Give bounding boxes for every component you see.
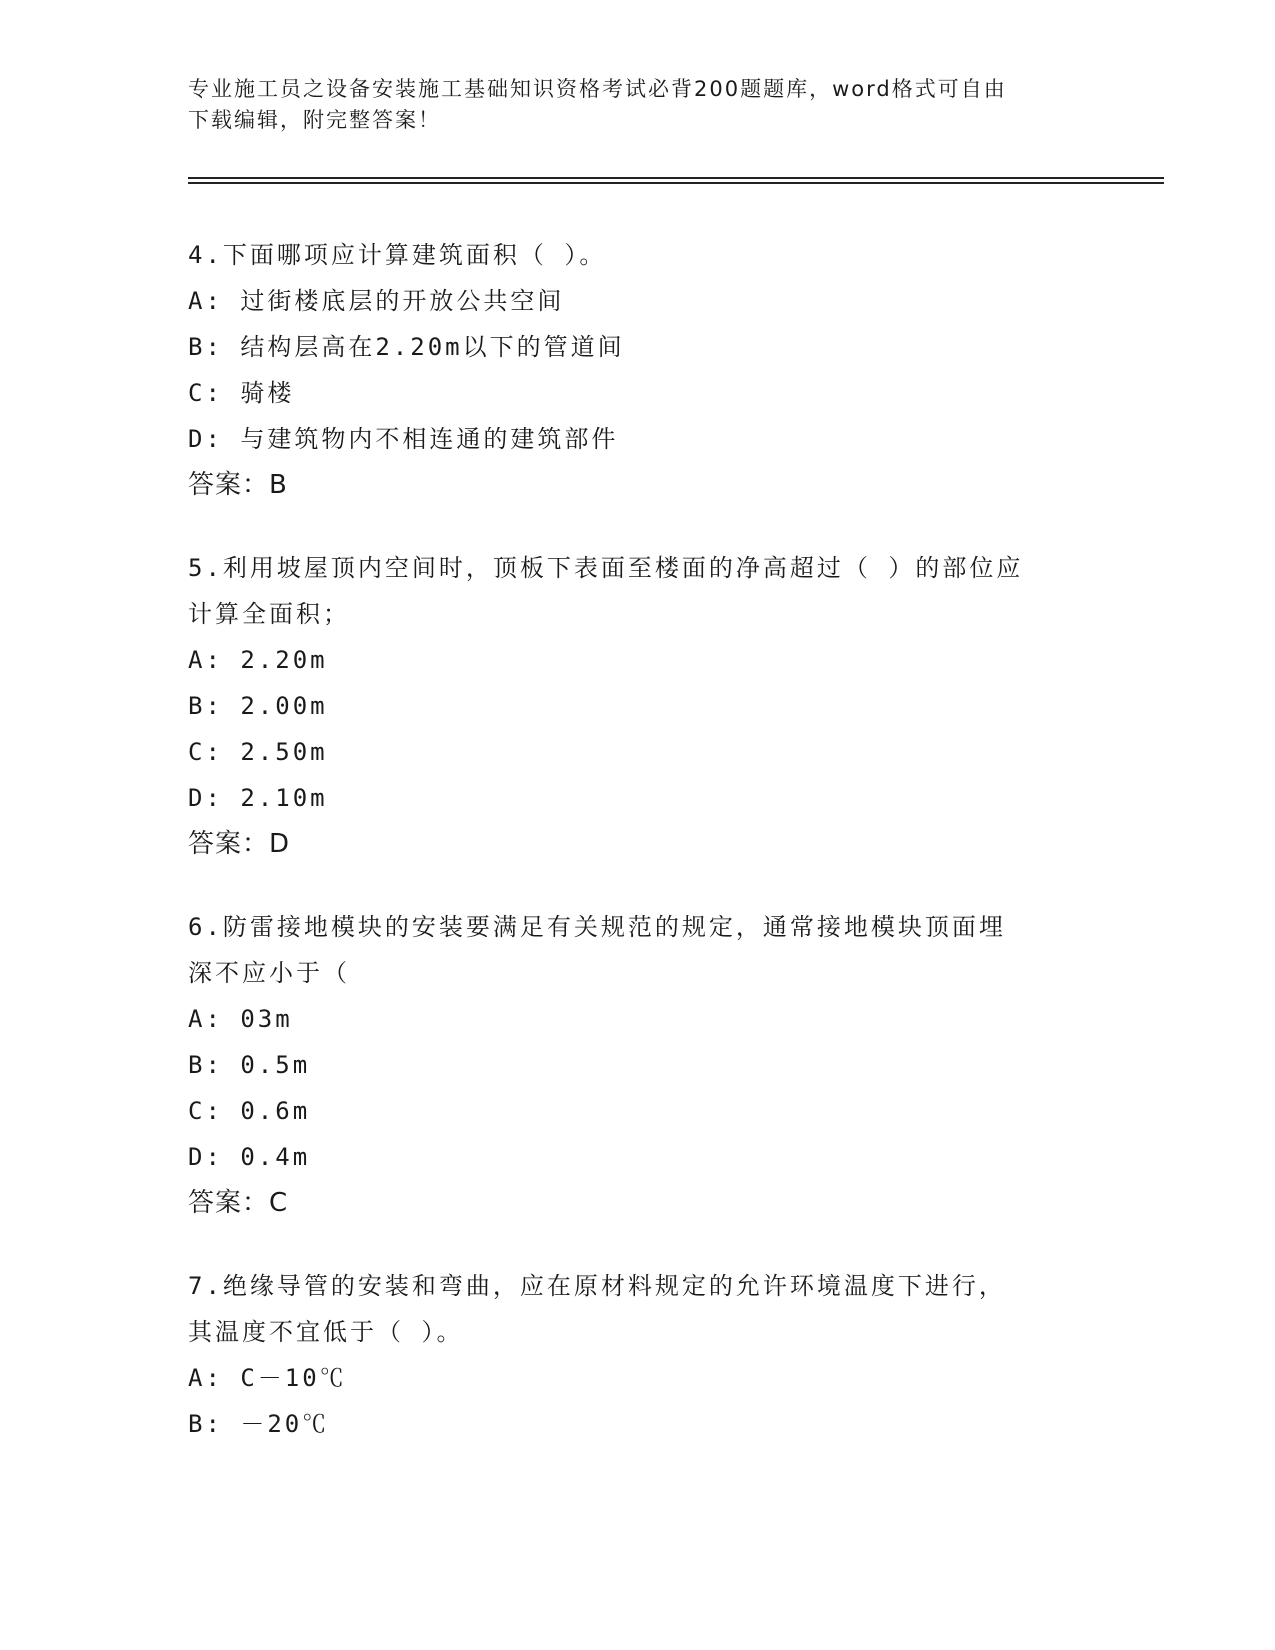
question-stem: 4.下面哪项应计算建筑面积（ ）。 (188, 241, 607, 269)
question-stem-line-2: 深不应小于（ (188, 959, 350, 987)
option-b: B: 0.5m (188, 1051, 311, 1079)
option-d: D: 与建筑物内不相连通的建筑部件 (188, 425, 619, 453)
header-line-1: 专业施工员之设备安装施工基础知识资格考试必背200题题库，word格式可自由 (188, 77, 1007, 101)
question-5 (188, 545, 1088, 867)
question-stem-line-2: 其温度不宜低于（ ）。 (188, 1318, 464, 1346)
answer: 答案：C (188, 1188, 289, 1218)
option-b: B: 2.00m (188, 692, 328, 720)
question-6 (188, 904, 1088, 1226)
answer: 答案：D (188, 829, 291, 859)
option-b: B: －20℃ (188, 1410, 330, 1438)
question-list (188, 232, 1088, 1484)
option-c: C: 0.6m (188, 1097, 311, 1125)
option-a: A: 03m (188, 1005, 293, 1033)
header-rule-bottom (188, 182, 1164, 184)
question-stem-line-1: 6.防雷接地模块的安装要满足有关规范的规定，通常接地模块顶面埋 (188, 913, 1006, 941)
page-header (188, 74, 1068, 136)
option-a: A: 2.20m (188, 646, 328, 674)
header-line-2: 下载编辑，附完整答案！ (188, 108, 441, 132)
question-stem-line-1: 5.利用坡屋顶内空间时，顶板下表面至楼面的净高超过（ ）的部位应 (188, 554, 1024, 582)
question-stem-line-1: 7.绝缘导管的安装和弯曲，应在原材料规定的允许环境温度下进行， (188, 1272, 1006, 1300)
option-c: C: 骑楼 (188, 379, 295, 407)
question-7 (188, 1263, 1088, 1447)
option-a: A: 过街楼底层的开放公共空间 (188, 287, 565, 315)
option-a: A: C－10℃ (188, 1364, 347, 1392)
option-b: B: 结构层高在2.20m以下的管道间 (188, 333, 625, 361)
header-rule-top (188, 177, 1164, 179)
option-c: C: 2.50m (188, 738, 328, 766)
option-d: D: 2.10m (188, 784, 328, 812)
question-4 (188, 232, 1088, 508)
question-stem-line-2: 计算全面积； (188, 600, 350, 628)
answer: 答案：B (188, 470, 288, 500)
option-d: D: 0.4m (188, 1143, 311, 1171)
